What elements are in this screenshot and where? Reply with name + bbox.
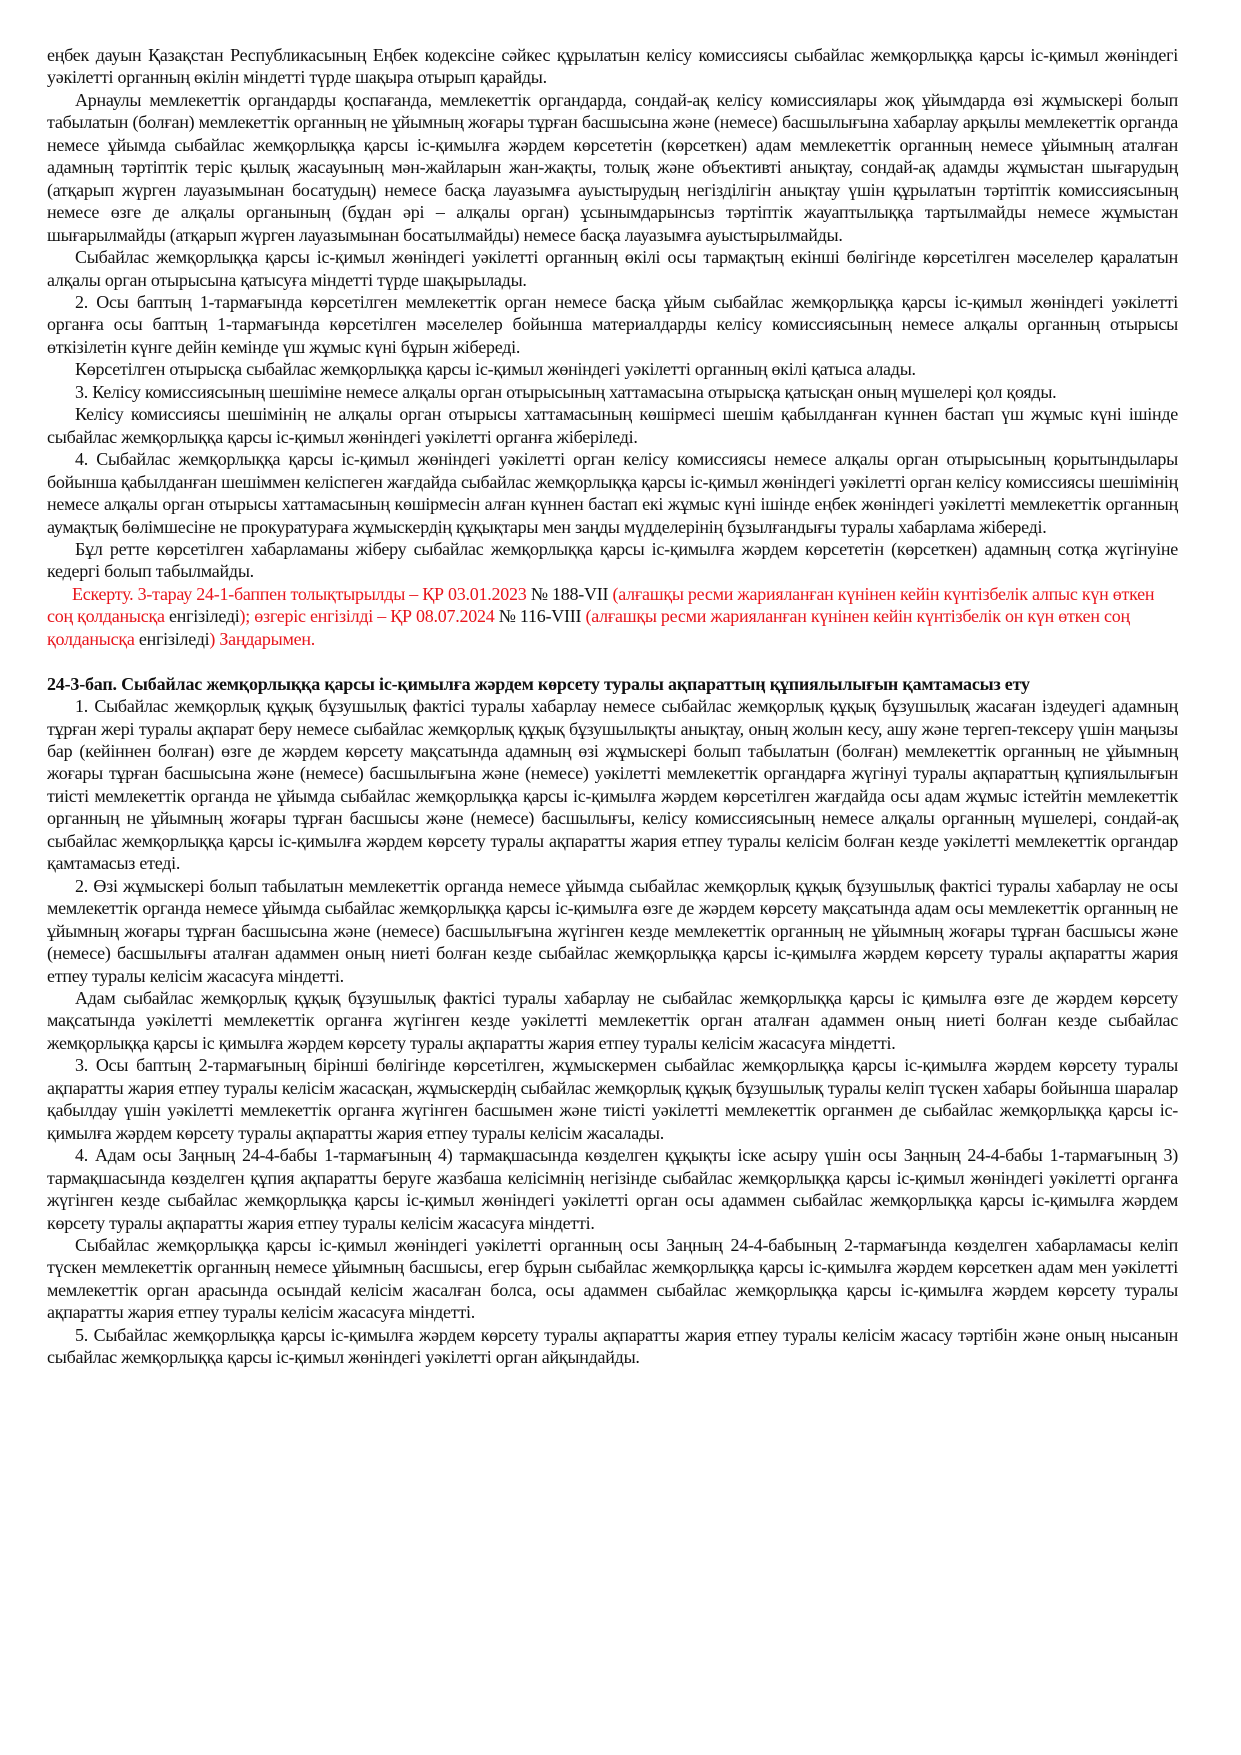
paragraph: Сыбайлас жемқорлыққа қарсы іс-қимыл жөніндегі уәкілетті органның өкілі осы тармақтың екінші бөлігінде көрсетілген мәселелер қаралатын алқалы орган отырысына қатысуға міндетті түрде шақырылады. bbox=[47, 247, 1178, 290]
paragraph: Адам сыбайлас жемқорлық құқық бұзушылық фактісі туралы хабарлау не сыбайлас жемқорлыққа қарсы іс қимылға өзге де жәрдем көрсету мақсатында уәкілетті мемлекеттік органға жүгінген кезде уәкілетті мемлекеттік орган аталған адаммен оның ниеті болған кезде сыбайлас жемқорлыққа қарсы іс қимылға жәрдем көрсету туралы ақпаратты жария етпеу туралы келісім жасасуға міндетті. bbox=[47, 988, 1178, 1053]
paragraph: 1. Сыбайлас жемқорлық құқық бұзушылық фактісі туралы хабарлау немесе сыбайлас жемқорлық құқық бұзушылық жасаған іздеудегі адамның тұрған жері туралы ақпарат беру немесе сыбайлас жемқорлық құқық бұзушылықты анықтау, оның жолын кесу, ашу және тергеп-тексеру үшін маңызы бар (кейіннен болған) өзге де жәрдем көрсету мақсатында адамның өзі жұмыскері болып табылатын (болған) мемлекеттік органның не ұйымның жоғары тұрған басшысына және (немесе) басшылығына және (немесе) уәкілетті мемлекеттік органдарға жүгінуі туралы ақпараттың құпиялылығын тиісті мемлекеттік органда не ұйымда сыбайлас жемқорлыққа қарсы іс-қимылға жәрдем көрсетілген жағдайда осы адам жұмыс істейтін мемлекеттік органның не ұйымның жоғары тұрған басшысы және (немесе) басшылығы, келісу комиссиясының немесе алқалы органның мүшелері, сондай-ақ сыбайлас жемқорлыққа қарсы іс-қимылға жәрдем көрсету туралы ақпаратты жария етпеу туралы келісім болған кезде уәкілетті мемлекеттік органдар қамтамасыз етеді. bbox=[47, 696, 1178, 874]
note-text: ); өзгеріс енгізілді – ҚР 08.07.2024 bbox=[239, 606, 499, 627]
paragraph: Арнаулы мемлекеттік органдарды қоспағанда, мемлекеттік органдарда, сондай-ақ келісу комиссиялары жоқ ұйымдарда өзі жұмыскері болып табылатын (болған) мемлекеттік органның не ұйымның жоғары тұрған басшысына және (немесе) басшылығына хабарлау арқылы мемлекеттік органда немесе ұйымда сыбайлас жемқорлыққа қарсы іс-қимылға жәрдем көрсететін (көрсеткен) адам мемлекеттік органның немесе ұйымның аталған адамның тәртіптік теріс қылық жасауының мән-жайларын жан-жақты, толық және объективті анықтау, сондай-ақ адамды жұмыстан шығарудың (атқарып жүрген лауазымынан босатудың) немесе басқа лауазымға ауыстырудың негізділігін анықтау үшін құрылатын тәртіптік комиссиясының немесе өзге де алқалы органының (бұдан әрі – алқалы орган) ұсынымдарынсыз тәртіптік жауаптылыққа тартылмайды немесе жұмыстан шығарылмайды (атқарып жүрген лауазымынан босатылмайды) немесе басқа лауазымға ауыстырылмайды. bbox=[47, 89, 1178, 245]
document-page bbox=[47, 44, 1178, 1369]
article-heading: 24-3-бап. Сыбайлас жемқорлыққа қарсы іс-қимылға жәрдем көрсету туралы ақпараттың құпиялылығын қамтамасыз ету bbox=[47, 673, 1030, 694]
paragraph: Көрсетілген отырысқа сыбайлас жемқорлыққа қарсы іс-қимыл жөніндегі уәкілетті органның өкілі қатыса алады. bbox=[75, 359, 916, 380]
note-text: (алғашқы ресми жарияланған күнінен кейін күнтізбелік алпыс күн өткен соң қолданысқа bbox=[47, 583, 1155, 627]
note-text: (алғашқы ресми жарияланған күнінен кейін күнтізбелік он күн өткен соң қолданысқа bbox=[47, 606, 1130, 649]
paragraph: 3. Келісу комиссиясының шешіміне немесе алқалы орган отырысының хаттамасына отырысқа қатысқан оның мүшелері қол қояды. bbox=[75, 381, 1057, 402]
paragraph: 4. Сыбайлас жемқорлыққа қарсы іс-қимыл жөніндегі уәкілетті орган келісу комиссиясы немесе алқалы орган отырысының қорытындылары бойынша қабылданған шешіммен келіспеген жағдайда сыбайлас жемқорлыққа қарсы іс-қимыл жөніндегі уәкілетті орган келісу комиссиясы шешімінің немесе алқалы орган отырысы хаттамасының көшірмесін алған күннен бастап екі жұмыс күні ішінде еңбек жөніндегі уәкілетті мемлекеттік органның аумақтық бөлімшесіне не прокуратураға жұмыскердің құқықтары мен заңды мүдделерінің бұзылғандығы туралы хабарлама жібереді. bbox=[47, 449, 1178, 537]
paragraph: 2. Осы баптың 1-тармағында көрсетілген мемлекеттік орган немесе басқа ұйым сыбайлас жемқорлыққа қарсы іс-қимыл жөніндегі уәкілетті органға осы баптың 1-тармағында көрсетілген мәселелер бойынша материалдарды келісу комиссиясының немесе алқалы органның отырысы өткізілетін күнге дейін кемінде үш жұмыс күні бұрын жібереді. bbox=[47, 291, 1178, 357]
note-text: Ескерту. 3-тарау 24-1-баппен толықтырылды – ҚР 03.01.2023 bbox=[72, 583, 531, 604]
paragraph: 3. Осы баптың 2-тармағының бірінші бөлігінде көрсетілген, жұмыскермен сыбайлас жемқорлыққа қарсы іс-қимылға жәрдем көрсету туралы ақпаратты жария етпеу туралы келісім жасасқан, жұмыскердің сыбайлас жемқорлық құқық бұзушылық туралы келіп түскен хабары бойынша шаралар қабылдау үшін уәкілетті мемлекеттік органға жүгінген басшымен және тиісті уәкілетті мемлекеттік органмен де сыбайлас жемқорлыққа қарсы іс-қимылға жәрдем көрсету туралы ақпаратты жария етпеу туралы келісім жасалады. bbox=[47, 1055, 1178, 1143]
paragraph: Келісу комиссиясы шешімінің не алқалы орган отырысы хаттамасының көшірмесі шешім қабылданған күннен бастап үш жұмыс күні ішінде сыбайлас жемқорлыққа қарсы іс-қимыл жөніндегі уәкілетті органға жіберіледі. bbox=[47, 404, 1178, 447]
paragraph: Сыбайлас жемқорлыққа қарсы іс-қимыл жөніндегі уәкілетті органның осы Заңның 24-4-бабының 2-тармағында көзделген хабарламасы келіп түскен мемлекеттік органның немесе ұйымның басшысы, егер бұрын сыбайлас жемқорлыққа қарсы іс-қимылға жәрдем көрсеткен адам мен уәкілетті мемлекеттік орган арасында осындай келісім жасалған болса, осы адаммен сыбайлас жемқорлыққа қарсы іс-қимылға жәрдем көрсету туралы ақпаратты жария етпеу туралы келісім жасасуға міндетті. bbox=[47, 1235, 1178, 1323]
paragraph: 5. Сыбайлас жемқорлыққа қарсы іс-қимылға жәрдем көрсету туралы ақпаратты жария етпеу туралы келісім жасасу тәртібін және оның нысанын сыбайлас жемқорлыққа қарсы іс-қимыл жөніндегі уәкілетті орган айқындайды. bbox=[47, 1324, 1178, 1368]
paragraph-intro-fragment: еңбек дауын Қазақстан Республикасының Еңбек кодексіне сәйкес құрылатын келісу комиссиясы сыбайлас жемқорлыққа қарсы іс-қимыл жөніндегі уәкілетті органның өкілін міндетті түрде шақыра отырып қарайды. bbox=[47, 45, 1178, 88]
paragraph: 2. Өзі жұмыскері болып табылатын мемлекеттік органда немесе ұйымда сыбайлас жемқорлық құқық бұзушылық фактісі туралы хабарлау не осы мемлекеттік органда немесе ұйымда сыбайлас жемқорлыққа қарсы іс-қимылға өзге де жәрдем көрсету мақсатында адам осы мемлекеттік органның не ұйымның жоғары тұрған басшысына және (немесе) басшылығына жүгінген кезде мемлекеттік органның не ұйымның жоғары тұрған басшысы және (немесе) басшылығы аталған адаммен оның ниеті болған кезде сыбайлас жемқорлыққа қарсы іс-қимылға жәрдем көрсету туралы ақпаратты жария етпеу туралы келісім жасасуға міндетті. bbox=[47, 875, 1178, 986]
spacer bbox=[47, 650, 1178, 672]
law-number-link[interactable]: № 188-VII bbox=[530, 583, 609, 604]
note-enters-text: енгізіледі bbox=[168, 606, 240, 627]
paragraph: Бұл ретте көрсетілген хабарламаны жіберу сыбайлас жемқорлыққа қарсы іс-қимылға жәрдем көрсететін (көрсеткен) адамның сотқа жүгінуіне кедергі болып табылмайды. bbox=[47, 538, 1178, 582]
law-number-link[interactable]: № 116-VIII bbox=[498, 606, 582, 627]
amendment-note bbox=[47, 583, 1178, 650]
note-enters-text: енгізіледі bbox=[138, 628, 210, 649]
paragraph: 4. Адам осы Заңның 24-4-бабы 1-тармағының 4) тармақшасында көзделген құқықты іске асыру үшін осы Заңның 24-4-бабы 1-тармағының 3) тармақшасында көзделген құпия ақпаратты беруге жазбаша келісімнің негізінде сыбайлас жемқорлыққа қарсы іс-қимыл жөніндегі уәкілетті органға жүгінген кезде сыбайлас жемқорлыққа қарсы іс-қимыл жөніндегі уәкілетті орган осы адаммен сыбайлас жемқорлыққа қарсы іс-қимылға жәрдем көрсету туралы ақпаратты жария етпеу туралы келісім жасасуға міндетті. bbox=[47, 1145, 1178, 1233]
note-text: ) Заңдарымен. bbox=[209, 628, 315, 649]
